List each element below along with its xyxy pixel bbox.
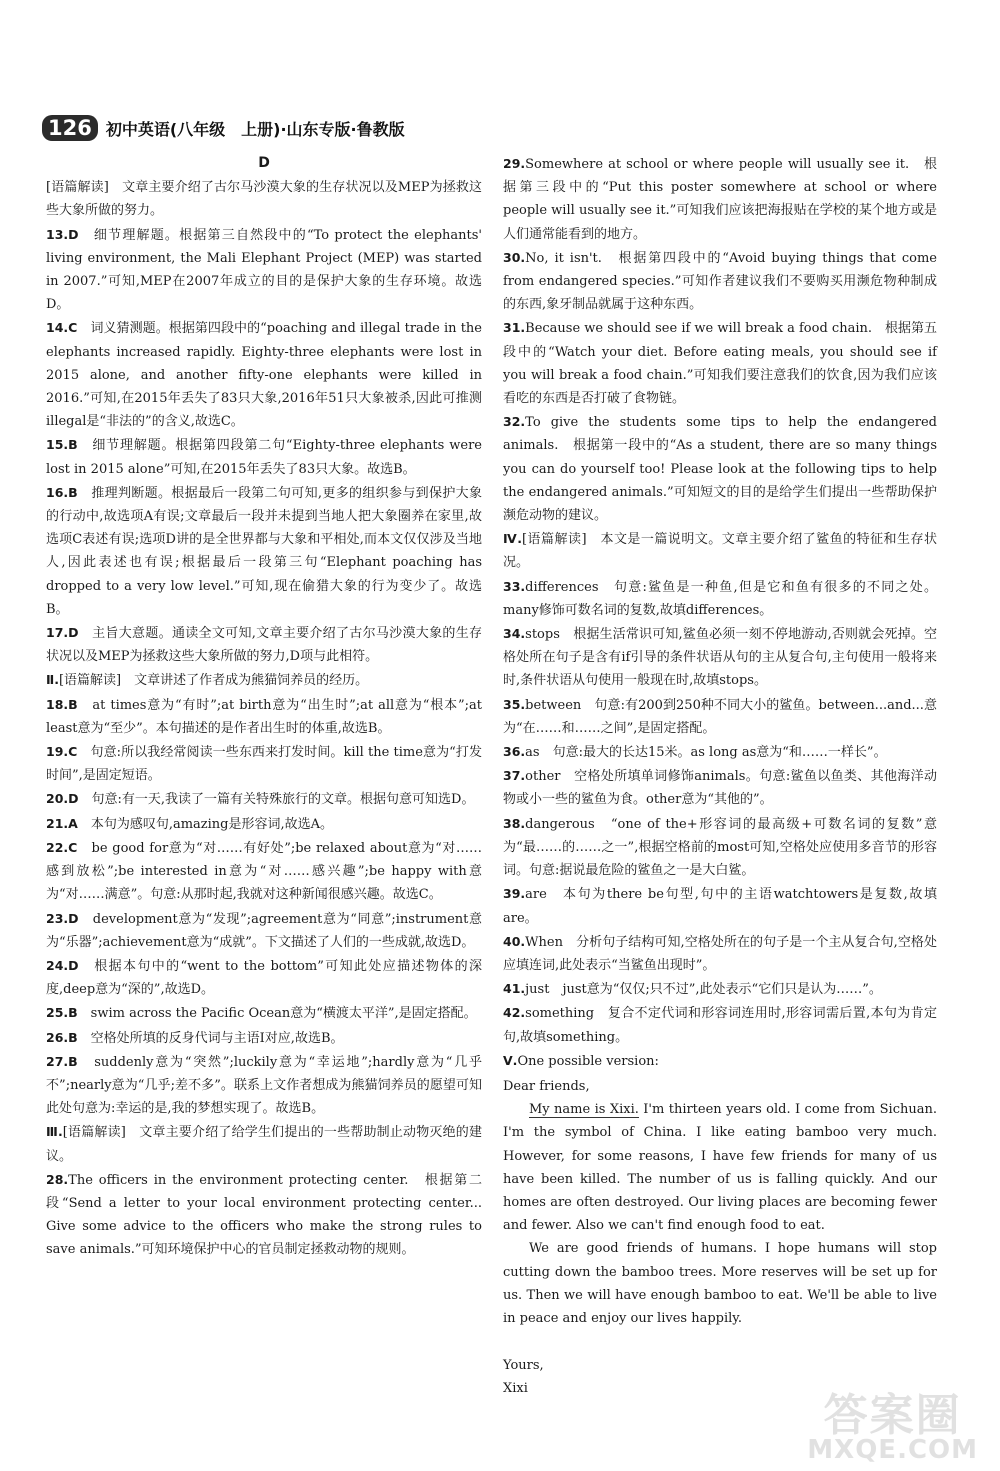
answer-text: 细节理解题。根据第三自然段中的“To protect the elephants' living environment, the Mali Elephant Project (MEP) was started in 2007.”可知,MEP在2007年成立的目的是保护大象的生存环境。故选D。	[46, 227, 482, 313]
answer-text: To give the students some tips to help the endangered animals. 根据第一段中的“As a student, there are so many things you can do yourself too! Please look at the following tips to help the endangered animals.”可知短文的目的是给学生们提出一些帮助保护濒危动物的建议。	[503, 415, 937, 524]
question-number: 39.	[503, 886, 526, 902]
question-number: 16.B	[46, 484, 78, 500]
answer-paragraph	[46, 316, 482, 433]
question-number: 36.	[503, 744, 526, 760]
question-number: 29.	[503, 156, 526, 171]
question-number: Ⅴ.	[503, 1052, 518, 1068]
answer-paragraph	[503, 575, 937, 622]
question-number: 30.	[503, 249, 526, 265]
question-number: 35.	[503, 696, 526, 712]
question-number: 33.	[503, 578, 526, 594]
answer-text: One possible version:	[517, 1053, 659, 1069]
answer-paragraph	[46, 621, 482, 668]
page-number: 126	[42, 115, 98, 141]
answer-text: something 复合不定代词和形容词连用时,形容词需后置,本句为肯定句,故填something。	[503, 1006, 937, 1045]
answer-paragraph	[46, 1120, 482, 1167]
answer-paragraph	[503, 410, 937, 527]
right-answers	[503, 152, 937, 1073]
answer-paragraph	[46, 1168, 482, 1262]
answer-paragraph	[46, 787, 482, 811]
answer-text: [语篇解读] 文章主要介绍了古尔马沙漠大象的生存状况以及MEP为拯救这些大象所做的努力。	[46, 180, 482, 219]
answer-paragraph	[503, 930, 937, 977]
letter-underlined-sentence: My name is Xixi.	[529, 1102, 639, 1118]
question-number: 23.D	[46, 910, 79, 926]
answer-text: 句意:所以我经常阅读一些东西来打发时间。kill the time意为“打发时间”,是固定短语。	[46, 745, 482, 784]
left-column	[46, 152, 482, 1262]
sample-letter	[503, 1075, 937, 1401]
answer-paragraph	[503, 316, 937, 410]
answer-text: 推理判断题。根据最后一段第二句可知,更多的组织参与到保护大象的行动中,故选项A有误;文章最后一段并未提到当地人把大象圈养在家里,故选项C表述有误;选项D讲的是全世界都与大象和平相处,而本文仅仅涉及当地人,因此表述也有误;根据最后一段第三句“Elephant poaching has dropped to a very low level.”可知,现在偷猎大象的行为变少了。故选B。	[46, 485, 482, 617]
answer-paragraph	[46, 433, 482, 480]
question-number: 18.B	[46, 696, 78, 712]
answer-paragraph	[503, 246, 937, 317]
question-number: Ⅳ.	[503, 531, 522, 547]
letter-paragraph-1	[503, 1098, 937, 1237]
answer-paragraph	[46, 954, 482, 1001]
answer-text: [语篇解读] 本文是一篇说明文。文章主要介绍了鲨鱼的特征和生存状况。	[503, 532, 937, 571]
letter-paragraph-2: We are good friends of humans. I hope humans will stop cutting down the bamboo trees. More reserves will be set up for us. Then we will have enough bamboo to eat. We'll be able to live in peace and enjoy our lives happily.	[503, 1241, 937, 1326]
letter-closing: Yours,	[503, 1358, 544, 1374]
question-number: 31.	[503, 320, 526, 336]
question-number: 24.D	[46, 957, 79, 973]
answer-text: suddenly意为“突然”;luckily意为“幸运地”;hardly意为“几乎不”;nearly意为“几乎;差不多”。联系上文作者想成为熊猫饲养员的愿望可知此处句意为:幸运的是,我的梦想实现了。故选B。	[46, 1054, 482, 1117]
site-watermark-logo	[807, 1379, 978, 1465]
answer-text: [语篇解读] 文章讲述了作者成为熊猫饲养员的经历。	[58, 673, 369, 689]
answer-text: 主旨大意题。通读全文可知,文章主要介绍了古尔马沙漠大象的生存状况以及MEP为拯救这些大象所做的努力,D项与此相符。	[46, 626, 482, 665]
answer-text: other 空格处所填单词修饰animals。句意:鲨鱼以鱼类、其他海洋动物或小一些的鲨鱼为食。other意为“其他的”。	[503, 769, 937, 808]
answer-text: development意为“发现”;agreement意为“同意”;instrument意为“乐器”;achievement意为“成就”。下文描述了人们的一些成就,故选D。	[46, 911, 482, 950]
answer-text: Somewhere at school or where people will usually see it. 根据第三段中的“Put this poster somewhere at school or where people will usually see it.”可知我们应该把海报贴在学校的某个地方或是人们通常能看到的地方。	[503, 157, 937, 242]
answer-text: When 分析句子结构可知,空格处所在的句子是一个主从复合句,空格处应填连词,此处表示“当鲨鱼出现时”。	[503, 934, 937, 973]
answer-text: stops 根据生活常识可知,鲨鱼必须一刻不停地游动,否则就会死掉。空格处所在句子是含有if引导的条件状语从句的主从复合句,主句使用一般将来时,条件状语从句使用一般现在时,故填stops。	[503, 627, 937, 689]
letter-signature: Xixi	[503, 1381, 528, 1397]
right-column	[503, 152, 937, 1401]
question-number: 34.	[503, 626, 526, 642]
question-number: 41.	[503, 981, 526, 997]
question-number: 32.	[503, 414, 526, 430]
answer-text: at times意为“有时”;at birth意为“出生时”;at all意为“根本”;at least意为“至少”。本句描述的是作者出生时的体重,故选B。	[46, 697, 482, 736]
question-number: 40.	[503, 933, 526, 949]
answer-text: 细节理解题。根据第四段第二句“Eighty-three elephants were lost in 2015 alone”可知,在2015年丢失了83只大象。故选B。	[46, 438, 482, 477]
answer-paragraph	[503, 152, 937, 246]
answer-text: between 句意:有200到250种不同大小的鲨鱼。between...and...意为“在……和……之间”,是固定搭配。	[503, 697, 937, 736]
answer-paragraph	[46, 668, 482, 692]
question-number: 22.C	[46, 839, 78, 855]
answer-paragraph	[46, 1001, 482, 1025]
answer-text: No, it isn't. 根据第四段中的“Avoid buying things that come from endangered species.”可知作者建议我们不要购买用濒危物种制成的东西,象牙制品就属于这种东西。	[503, 250, 937, 313]
page-header	[42, 108, 405, 148]
question-number: 19.C	[46, 744, 78, 760]
answer-text: 词义猜测题。根据第四段中的“poaching and illegal trade in the elephants increased rapidly. Eighty-three elephants were lost in 2015 alone, and another fifty-one elephants were killed in 2016.”可知,在2015年丢失了83只大象,2016年51只大象被杀,因此可推测illegal是“非法的”的含义,故选C。	[46, 321, 482, 430]
question-number: 28.	[46, 1171, 69, 1187]
answer-paragraph	[503, 977, 937, 1001]
answer-paragraph	[503, 1001, 937, 1048]
question-number: Ⅱ.	[46, 672, 59, 688]
answer-paragraph	[503, 812, 937, 883]
answer-text: just just意为“仅仅;只不过”,此处表示“它们只是认为……”。	[525, 982, 882, 998]
answer-paragraph	[46, 836, 482, 907]
answer-text: swim across the Pacific Ocean意为“横渡太平洋”,是固定搭配。	[77, 1006, 477, 1022]
answer-paragraph	[46, 693, 482, 740]
question-number: Ⅲ.	[46, 1124, 63, 1140]
answer-paragraph	[503, 1049, 937, 1073]
answer-paragraph	[503, 622, 937, 693]
question-number: 25.B	[46, 1005, 78, 1021]
answer-paragraph	[46, 812, 482, 836]
answer-paragraph	[503, 527, 937, 574]
answer-text: dangerous “one of the+形容词的最高级+可数名词的复数”意为“最……的……之一”,根据空格前的most可知,空格处应使用多音节的形容词。句意:据说最危险的鲨鱼之一是大白鲨。	[503, 816, 937, 879]
section-heading: D	[258, 155, 270, 171]
answer-text: are 本句为there be句型,句中的主语watchtowers是复数,故填are。	[503, 887, 937, 926]
answer-text: 本句为感叹句,amazing是形容词,故选A。	[77, 816, 334, 832]
question-number: 38.	[503, 815, 526, 831]
answer-paragraph	[503, 693, 937, 740]
answer-paragraph	[503, 882, 937, 929]
answer-text: as 句意:最大的长达15米。as long as意为“和……一样长”。	[525, 745, 887, 761]
answer-paragraph	[46, 740, 482, 787]
answer-paragraph	[46, 1026, 482, 1050]
letter-greeting: Dear friends,	[503, 1078, 590, 1094]
page-title: 初中英语(八年级 上册)·山东专版·鲁教版	[105, 119, 405, 139]
question-number: 37.	[503, 768, 526, 784]
question-number: 27.B	[46, 1053, 78, 1069]
letter-paragraph-1-rest: I'm thirteen years old. I come from Sichuan. I'm the symbol of China. I like eating bamboo very much. However, for some reasons, I have few friends for many of us have been killed. The number of us is falling quickly. And our homes are often destroyed. Our living places are becoming fewer and fewer. Also we can't find enough food to eat.	[503, 1102, 937, 1234]
watermark-logo-text: 答案圈	[823, 1390, 962, 1441]
question-number: 20.D	[46, 791, 79, 807]
answer-paragraph	[46, 223, 482, 317]
answer-text: Because we should see if we will break a food chain. 根据第五段中的“Watch your diet. Before eating meals, you should see if you will break a food chain.”可知我们要注意我们的饮食,因为我们应该看吃的东西是否打破了食物链。	[503, 321, 937, 407]
question-number: 17.D	[46, 625, 79, 641]
answer-text: be good for意为“对……有好处”;be relaxed about意为“对……感到放松”;be interested in意为“对……感兴趣”;be happy with意为“对……满意”。句意:从那时起,我就对这种新闻很感兴趣。故选C。	[46, 840, 482, 903]
watermark-url: MXQE.COM	[807, 1435, 978, 1465]
answer-text: 句意:有一天,我读了一篇有关特殊旅行的文章。根据句意可知选D。	[78, 792, 475, 808]
answer-paragraph	[46, 1050, 482, 1121]
answer-paragraph	[46, 481, 482, 621]
answer-text: [语篇解读] 文章主要介绍了给学生们提出的一些帮助制止动物灭绝的建议。	[46, 1125, 482, 1164]
answer-text: 根据本句中的“went to the bottom”可知此处应描述物体的深度,deep意为“深的”,故选D。	[46, 958, 482, 998]
answer-paragraph	[46, 176, 482, 222]
answer-text: differences 句意:鲨鱼是一种鱼,但是它和鱼有很多的不同之处。many修饰可数名词的复数,故填differences。	[503, 579, 937, 618]
answer-paragraph	[503, 740, 937, 764]
question-number: 13.D	[46, 226, 79, 242]
answer-paragraph	[503, 764, 937, 811]
question-number: 26.B	[46, 1029, 78, 1045]
question-number: 42.	[503, 1005, 526, 1021]
question-number: 21.A	[46, 815, 78, 831]
answer-text: 空格处所填的反身代词与主语I对应,故选B。	[77, 1030, 344, 1046]
answer-paragraph	[46, 907, 482, 954]
question-number: 14.C	[46, 320, 78, 336]
question-number: 15.B	[46, 437, 78, 453]
answer-text: The officers in the environment protecting center. 根据第二段“Send a letter to your local environment protecting center... Give some advice to the officers who make the strong rules to save animals.”可知环境保护中心的官员制定拯救动物的规则。	[46, 1172, 482, 1258]
